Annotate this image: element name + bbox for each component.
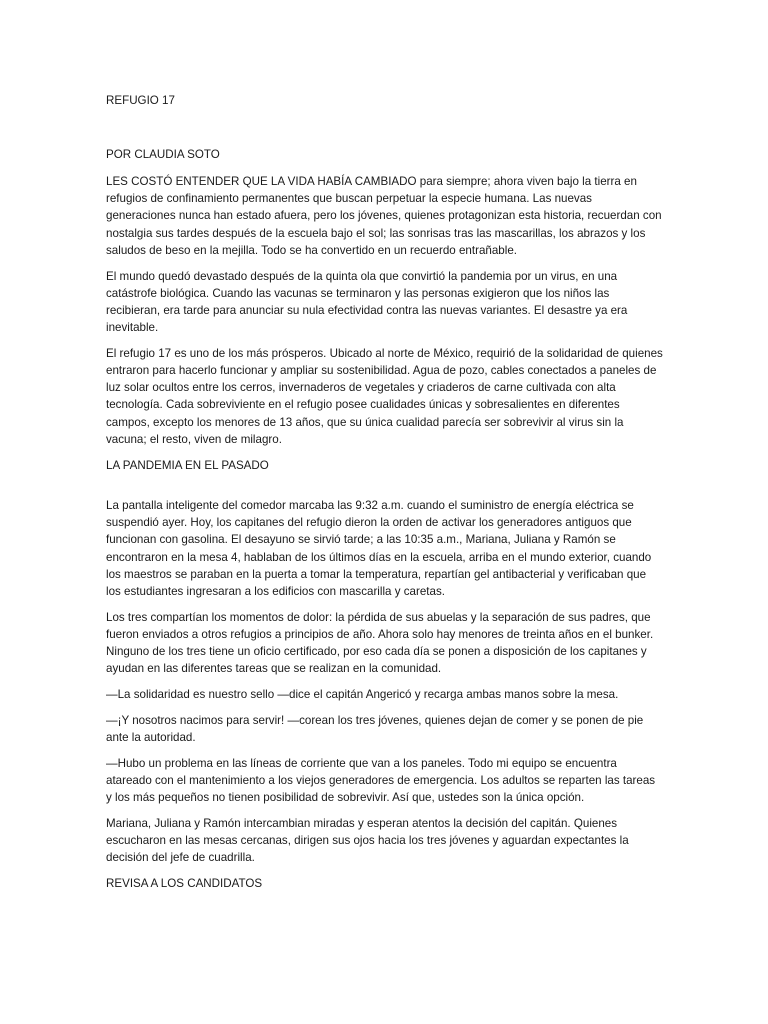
paragraph: —La solidaridad es nuestro sello —dice el capitán Angericó y recarga ambas manos sobre la mesa. xyxy=(106,688,619,702)
section-heading-pandemia: LA PANDEMIA EN EL PASADO xyxy=(106,458,269,472)
paragraph: —Hubo un problema en las líneas de corriente que van a los paneles. Todo mi equipo se encuentra atareado con el mantenimiento a los viejos generadores de emergencia. Los adultos se reparten las tareas y los más pequeños no tienen posibilidad de sobrevivir. Así que, ustedes son la única opción. xyxy=(106,756,656,805)
section-pandemia xyxy=(106,497,664,892)
paragraph: El mundo quedó devastado después de la quinta ola que convirtió la pandemia por un virus, en una catástrofe biológica. Cuando las vacunas se terminaron y las personas exigieron que los niños las recibieran, era tarde para anunciar su nula efectividad contra las nuevas variantes. El desastre ya era inevitable. xyxy=(106,269,628,335)
paragraph: La pantalla inteligente del comedor marcaba las 9:32 a.m. cuando el suministro de energía eléctrica se suspendió ayer. Hoy, los capitanes del refugio dieron la orden de activar los generadores antiguos que funcionan con gasolina. El desayuno se sirvió tarde; a las 10:35 a.m., Mariana, Juliana y Ramón se encontraron en la mesa 4, hablaban de los últimos días en la escuela, arriba en el mundo exterior, cuando los maestros se paraban en la puerta a tomar la temperatura, repartían gel antibacterial y verificaban que los estudiantes ingresaran a los edificios con mascarilla y caretas. xyxy=(106,499,652,599)
paragraph: —¡Y nosotros nacimos para servir! —corean los tres jóvenes, quienes dejan de comer y se ponen de pie ante la autoridad. xyxy=(106,713,644,744)
section-intro xyxy=(106,173,664,474)
section-heading-candidatos: REVISA A LOS CANDIDATOS xyxy=(106,876,263,890)
paragraph: Mariana, Juliana y Ramón intercambian miradas y esperan atentos la decisión del capitán. Quienes escucharon en las mesas cercanas, dirigen sus ojos hacia los tres jóvenes y aguardan expectantes la decisión del jefe de cuadrilla. xyxy=(106,816,629,865)
paragraph: El refugio 17 es uno de los más prósperos. Ubicado al norte de México, requirió de la solidaridad de quienes entraron para hacerlo funcionar y ampliar su sostenibilidad. Agua de pozo, cables conectados a paneles de luz solar ocultos entre los cerros, invernaderos de vegetales y criaderos de carne cultivada con alta tecnología. Cada sobreviviente en el refugio posee cualidades únicas y sobresalientes en diferentes campos, excepto los menores de 13 años, que su única cualidad parecía ser sobrevivir al virus sin la vacuna; el resto, viven de milagro. xyxy=(106,346,663,446)
author-byline: POR CLAUDIA SOTO xyxy=(106,148,220,161)
document-title: REFUGIO 17 xyxy=(106,94,175,107)
paragraph: Los tres compartían los momentos de dolor: la pérdida de sus abuelas y la separación de sus padres, que fueron enviados a otros refugios a principios de año. Ahora solo hay menores de treinta años en el bunker. Ninguno de los tres tiene un oficio certificado, por eso cada día se ponen a disposición de los capitanes y ayudan en las diferentes tareas que se realizan en la comunidad. xyxy=(106,610,654,676)
paragraph: LES COSTÓ ENTENDER QUE LA VIDA HABÍA CAMBIADO para siempre; ahora viven bajo la tierra en refugios de confinamiento permanentes que buscan perpetuar la especie humana. Las nuevas generaciones nunca han estado afuera, pero los jóvenes, quienes protagonizan esta historia, recuerdan con nostalgia sus tardes después de la escuela bajo el sol; las sonrisas tras las mascarillas, los abrazos y los saludos de beso en la mejilla. Todo se ha convertido en un recuerdo entrañable. xyxy=(106,175,662,257)
